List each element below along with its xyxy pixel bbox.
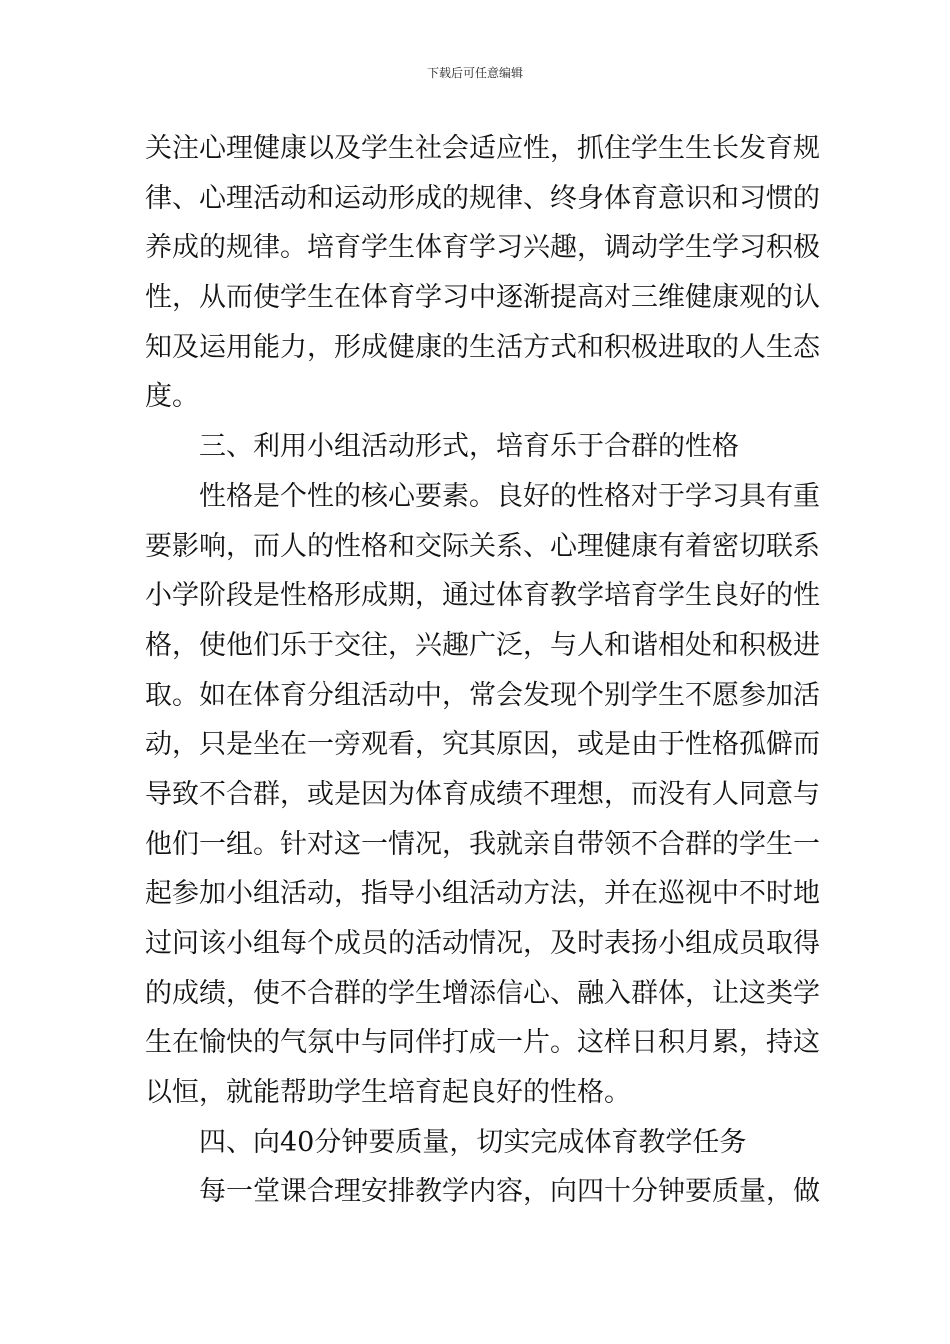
paragraph-line: 要影响，而人的性格和交际关系、心理健康有着密切联系: [145, 530, 820, 562]
section-heading: 四、向40分钟要质量，切实完成体育教学任务: [199, 1126, 747, 1158]
document-body: [145, 124, 820, 1217]
paragraph-line: 的成绩，使不合群的学生增添信心、融入群体，让这类学: [145, 977, 820, 1009]
paragraph-line: 他们一组。针对这一情况，我就亲自带领不合群的学生一: [145, 828, 820, 860]
paragraph-line: 养成的规律。培育学生体育学习兴趣，调动学生学习积极: [145, 232, 820, 264]
paragraph-line: 导致不合群，或是因为体育成绩不理想，而没有人同意与: [145, 778, 820, 810]
paragraph-line: 律、心理活动和运动形成的规律、终身体育意识和习惯的: [145, 182, 820, 214]
paragraph-line: 生在愉快的气氛中与同伴打成一片。这样日积月累，持这: [145, 1027, 820, 1059]
paragraph-line: 过问该小组每个成员的活动情况，及时表扬小组成员取得: [145, 928, 820, 959]
page-header-note: 下载后可任意编辑: [426, 66, 523, 80]
paragraph-line: 取。如在体育分组活动中，常会发现个别学生不愿参加活: [145, 679, 820, 711]
paragraph-line: 性，从而使学生在体育学习中逐渐提高对三维健康观的认: [145, 282, 820, 314]
paragraph-line: 度。: [145, 381, 199, 413]
paragraph-line: 小学阶段是性格形成期，通过体育教学培育学生良好的性: [145, 580, 820, 612]
section-heading: 三、利用小组活动形式，培育乐于合群的性格: [199, 431, 739, 463]
paragraph-line: 起参加小组活动，指导小组活动方法，并在巡视中不时地: [145, 878, 820, 910]
paragraph-line: 格，使他们乐于交往，兴趣广泛，与人和谐相处和积极进: [145, 629, 820, 661]
paragraph-line: 以恒，就能帮助学生培育起良好的性格。: [145, 1077, 631, 1109]
paragraph-line: 知及运用能力，形成健康的生活方式和积极进取的人生态: [145, 331, 820, 363]
paragraph-line: 性格是个性的核心要素。良好的性格对于学习具有重: [199, 480, 820, 512]
paragraph-line: 每一堂课合理安排教学内容，向四十分钟要质量，做: [199, 1176, 820, 1208]
paragraph-line: 关注心理健康以及学生社会适应性，抓住学生生长发育规: [145, 133, 820, 164]
paragraph-line: 动，只是坐在一旁观看，究其原因，或是由于性格孤僻而: [145, 729, 820, 761]
